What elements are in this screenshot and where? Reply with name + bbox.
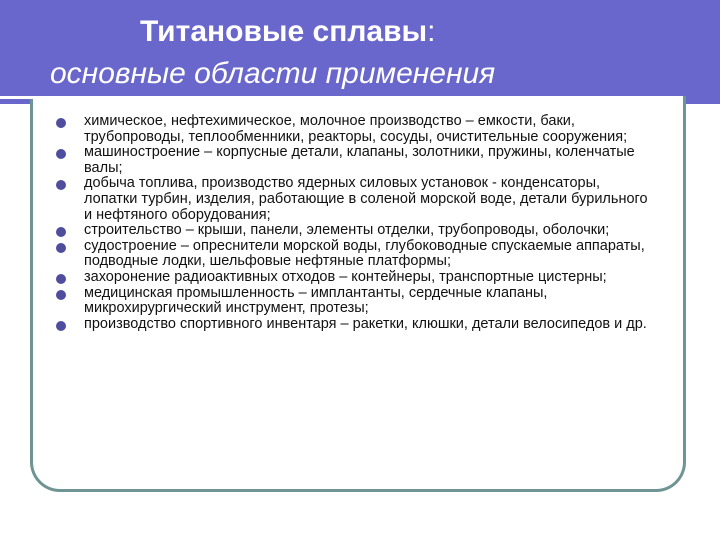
slide-title-main: Титановые сплавы	[140, 15, 428, 48]
list-item-text: строительство – крыши, панели, элементы отделки, трубопроводы, оболочки;	[84, 222, 610, 239]
list-item	[56, 317, 656, 333]
bullet-dot-icon	[56, 274, 66, 284]
list-item-text: судостроение – опреснители морской воды, глубоководные спускаемые аппараты, подводные лодки, шельфовые нефтяные платформы;	[84, 237, 645, 270]
list-item	[56, 239, 656, 270]
list-item-text: добыча топлива, производство ядерных силовых установок - конденсаторы, лопатки турбин, изделия, работающие в соленой морской воде, детали бурильного и нефтяного оборудования;	[84, 175, 648, 223]
bullet-dot-icon	[56, 290, 66, 300]
bullet-dot-icon	[56, 321, 66, 331]
bullet-dot-icon	[56, 149, 66, 159]
slide-title	[140, 14, 600, 50]
bullet-dot-icon	[56, 180, 66, 190]
list-item-text: медицинская промышленность – имплантанты, сердечные клапаны, микрохирургический инструмент, протезы;	[84, 284, 548, 317]
bullet-dot-icon	[56, 118, 66, 128]
title-underline	[0, 96, 640, 99]
list-item-text: машиностроение – корпусные детали, клапаны, золотники, пружины, коленчатые валы;	[84, 144, 635, 176]
list-item	[56, 114, 656, 145]
list-item	[56, 286, 656, 317]
list-item-text: захоронение радиоактивных отходов – контейнеры, транспортные цистерны;	[84, 268, 607, 285]
list-item	[56, 176, 656, 223]
list-item-text: химическое, нефтехимическое, молочное производство – емкости, баки, трубопроводы, теплообменники, реакторы, сосуды, очистительные сооружения;	[84, 113, 628, 145]
application-list	[56, 114, 656, 332]
slide-subtitle: основные области применения	[50, 57, 496, 90]
bullet-dot-icon	[56, 243, 66, 253]
list-item	[56, 223, 656, 239]
list-item	[56, 145, 656, 176]
list-item	[56, 270, 656, 286]
list-item-text: производство спортивного инвентаря – ракетки, клюшки, детали велосипедов и др.	[84, 315, 647, 332]
bullet-dot-icon	[56, 227, 66, 237]
slide-title-colon: :	[427, 15, 436, 48]
